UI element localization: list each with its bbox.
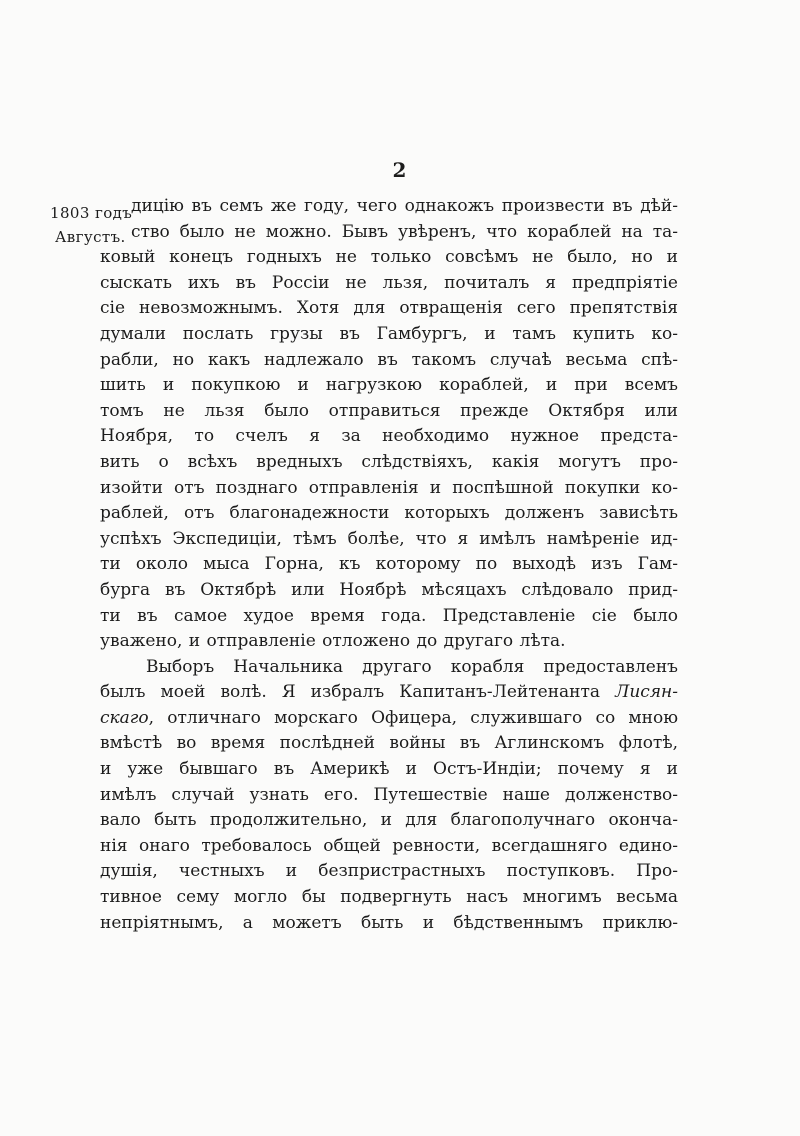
text-line xyxy=(100,194,678,220)
text-segment: уважено, и отправленіе отложено до другаго лѣта. xyxy=(100,631,566,652)
text-line xyxy=(100,578,678,604)
text-line xyxy=(100,911,678,937)
page-number: 2 xyxy=(392,158,408,182)
text-line xyxy=(100,859,678,885)
text-line xyxy=(100,834,678,860)
text-segment: непріятнымъ, а можетъ быть и бѣдственнымъ приклю- xyxy=(100,912,678,933)
text-line xyxy=(100,680,678,706)
text-segment: ковый конецъ годныхъ не только совсѣмъ не было, но и xyxy=(100,247,678,268)
text-line xyxy=(100,476,678,502)
text-line xyxy=(100,629,678,655)
text-segment: вмѣстѣ во время послѣдней войны въ Аглинскомъ флотѣ, xyxy=(100,733,678,754)
text-line xyxy=(100,450,678,476)
body-text xyxy=(100,194,678,936)
text-line xyxy=(100,757,678,783)
text-line xyxy=(100,245,678,271)
text-segment: думали послать грузы въ Гамбургъ, и тамъ купить ко- xyxy=(100,323,678,344)
text-segment: сыскать ихъ въ Россіи не льзя, почиталъ я предпріятіе xyxy=(100,272,678,293)
text-line xyxy=(100,322,678,348)
text-segment: былъ моей волѣ. Я избралъ Капитанъ-Лейтенанта xyxy=(100,682,616,703)
text-line xyxy=(100,424,678,450)
text-line xyxy=(100,706,678,732)
text-line xyxy=(100,655,678,681)
text-segment: ти въ самое худое время года. Представленіе сіе было xyxy=(100,605,678,626)
text-segment: раблей, отъ благонадежности которыхъ долженъ зависѣть xyxy=(100,503,678,524)
text-line xyxy=(100,783,678,809)
text-segment: , отличнаго морскаго Офицера, служившаго со мною xyxy=(148,707,678,728)
text-segment: томъ не льзя было отправиться прежде Октября или xyxy=(100,400,678,421)
text-segment: душія, честныхъ и безпристрастныхъ поступковъ. Про- xyxy=(100,861,678,882)
text-segment: изойти отъ позднаго отправленія и поспѣшной покупки ко- xyxy=(100,477,678,498)
italic-name-segment: Лисян- xyxy=(615,682,678,703)
text-segment: ство было не можно. Бывъ увѣренъ, что кораблей на та- xyxy=(131,221,678,242)
text-line xyxy=(100,527,678,553)
text-segment: Ноября, то счелъ я за необходимо нужное предста- xyxy=(100,426,678,447)
text-segment: вить о всѣхъ вредныхъ слѣдствіяхъ, какія могутъ про- xyxy=(100,451,678,472)
margin-note-month: Августъ. xyxy=(55,228,126,246)
text-segment: тивное сему могло бы подвергнуть насъ многимъ весьма xyxy=(100,887,678,908)
text-segment: дицію въ семъ же году, чего однакожъ произвести въ дѣй- xyxy=(131,196,678,216)
text-line xyxy=(100,399,678,425)
text-line xyxy=(100,885,678,911)
text-segment: и уже бывшаго въ Америкѣ и Остъ-Индіи; почему я и xyxy=(100,759,678,780)
text-segment: ти около мыса Горна, къ которому по выходѣ изъ Гам- xyxy=(100,554,678,575)
text-segment: сіе невозможнымъ. Хотя для отвращенія сего препятствія xyxy=(100,298,678,319)
text-line xyxy=(100,501,678,527)
text-segment: вало быть продолжительно, и для благополучнаго оконча- xyxy=(100,810,678,831)
text-line xyxy=(100,731,678,757)
text-line xyxy=(100,552,678,578)
text-line xyxy=(100,373,678,399)
text-segment: имѣлъ случай узнать его. Путешествіе наше долженство- xyxy=(100,784,678,805)
text-segment: бурга въ Октябрѣ или Ноябрѣ мѣсяцахъ слѣдовало прид- xyxy=(100,579,678,600)
text-segment: шить и покупкою и нагрузкою кораблей, и при всемъ xyxy=(100,375,678,396)
text-line xyxy=(100,220,678,246)
margin-note-year: 1803 годъ xyxy=(50,204,133,222)
text-line xyxy=(100,348,678,374)
text-segment: успѣхъ Экспедиціи, тѣмъ болѣе, что я имѣлъ намѣреніе ид- xyxy=(100,528,678,549)
text-segment: нія онаго требовалось общей ревности, всегдашняго едино- xyxy=(100,835,678,856)
text-segment: Выборъ Начальника другаго корабля предоставленъ xyxy=(146,656,678,677)
text-segment: рабли, но какъ надлежало въ такомъ случаѣ весьма спѣ- xyxy=(100,349,678,370)
italic-name-segment: скаго xyxy=(100,707,149,728)
text-line xyxy=(100,604,678,630)
text-line xyxy=(100,271,678,297)
text-line xyxy=(100,296,678,322)
text-line xyxy=(100,808,678,834)
